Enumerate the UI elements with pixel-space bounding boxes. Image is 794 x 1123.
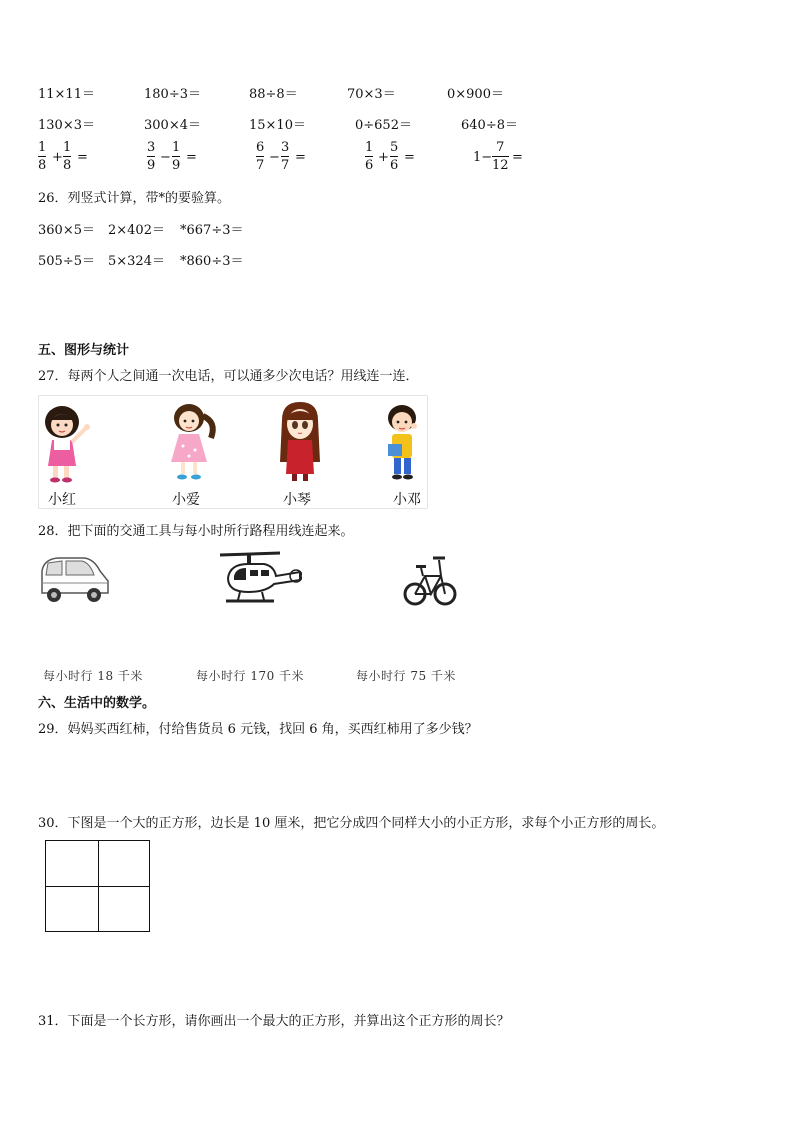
fraction-numerator: 3 xyxy=(147,140,156,155)
helicopter-icon xyxy=(216,550,302,608)
calc-item: 360×5＝ xyxy=(38,223,95,238)
question-26-title: 26．列竖式计算，带*的要验算。 xyxy=(38,191,231,206)
question-29: 29．妈妈买西红柿，付给售货员 6 元钱，找回 6 角，买西红柿用了多少钱？ xyxy=(38,722,478,737)
question-30: 30．下图是一个大的正方形，边长是 10 厘米，把它分成四个同样大小的小正方形，求每个小正方形的周长。 xyxy=(38,816,665,831)
operator: − xyxy=(269,150,280,165)
calc-item: 70×3＝ xyxy=(347,87,396,102)
calc-item: 505÷5＝ xyxy=(38,254,95,269)
speed-label: 每小时行 18 千米 xyxy=(43,669,143,683)
girl-xiaoqin-icon xyxy=(276,400,324,484)
equals-sign: = xyxy=(295,150,306,165)
operator: + xyxy=(52,150,63,165)
fraction-denominator: 9 xyxy=(147,158,156,173)
question-27-title: 27．每两个人之间通一次电话，可以通多少次电话？用线连一连． xyxy=(38,369,419,384)
calc-item: 0÷652＝ xyxy=(355,118,412,133)
fraction-numerator: 1 xyxy=(172,140,181,155)
person-name-label: 小邓 xyxy=(393,492,421,508)
equals-sign: = xyxy=(77,150,88,165)
boy-xiaodeng-icon xyxy=(380,400,426,484)
calc-item: 300×4＝ xyxy=(144,118,201,133)
equals-sign: = xyxy=(512,150,523,165)
person-name-label: 小红 xyxy=(48,492,76,508)
speed-label: 每小时行 170 千米 xyxy=(196,669,305,683)
square-divided-into-four xyxy=(45,840,150,932)
fraction-denominator: 8 xyxy=(38,158,47,173)
fraction-numerator: 6 xyxy=(256,140,265,155)
girl-xiaohong-icon xyxy=(40,400,96,484)
fraction-numerator: 1 xyxy=(63,140,72,155)
fraction-denominator: 7 xyxy=(281,158,290,173)
operator: − xyxy=(160,150,171,165)
calc-item: *860÷3＝ xyxy=(180,254,244,269)
fraction-denominator: 6 xyxy=(365,158,374,173)
calc-item: 2×402＝ xyxy=(108,223,165,238)
calc-item: 130×3＝ xyxy=(38,118,95,133)
calc-item: 640÷8＝ xyxy=(461,118,518,133)
person-name-label: 小琴 xyxy=(283,492,311,508)
whole-number-minus: 1− xyxy=(473,150,493,165)
fraction-denominator: 8 xyxy=(63,158,72,173)
girl-xiaoai-icon xyxy=(163,400,221,484)
equals-sign: = xyxy=(404,150,415,165)
section-5-title: 五、图形与统计 xyxy=(38,343,130,358)
fraction-numerator: 5 xyxy=(390,140,399,155)
calc-item: 15×10＝ xyxy=(249,118,306,133)
fraction-numerator: 1 xyxy=(365,140,374,155)
fraction-denominator: 7 xyxy=(256,158,265,173)
fraction-denominator: 9 xyxy=(172,158,181,173)
people-figure-box xyxy=(38,395,428,509)
question-28-title: 28．把下面的交通工具与每小时所行路程用线连起来。 xyxy=(38,524,354,539)
speed-label: 每小时行 75 千米 xyxy=(356,669,456,683)
calc-item: 5×324＝ xyxy=(108,254,165,269)
calc-item: 11×11＝ xyxy=(38,87,95,102)
fraction-denominator: 12 xyxy=(492,158,509,173)
operator: + xyxy=(378,150,389,165)
calc-item: 88÷8＝ xyxy=(249,87,298,102)
fraction-numerator: 3 xyxy=(281,140,290,155)
equals-sign: = xyxy=(186,150,197,165)
fraction-numerator: 1 xyxy=(38,140,47,155)
calc-item: 180÷3＝ xyxy=(144,87,201,102)
fraction-numerator: 7 xyxy=(496,140,505,155)
question-31: 31．下面是一个长方形，请你画出一个最大的正方形，并算出这个正方形的周长？ xyxy=(38,1014,510,1029)
car-icon xyxy=(38,553,112,605)
person-name-label: 小爱 xyxy=(172,492,200,508)
section-6-title: 六、生活中的数学。 xyxy=(38,696,156,711)
calc-item: *667÷3＝ xyxy=(180,223,244,238)
calc-item: 0×900＝ xyxy=(447,87,504,102)
bicycle-icon xyxy=(403,548,457,610)
fraction-denominator: 6 xyxy=(390,158,399,173)
